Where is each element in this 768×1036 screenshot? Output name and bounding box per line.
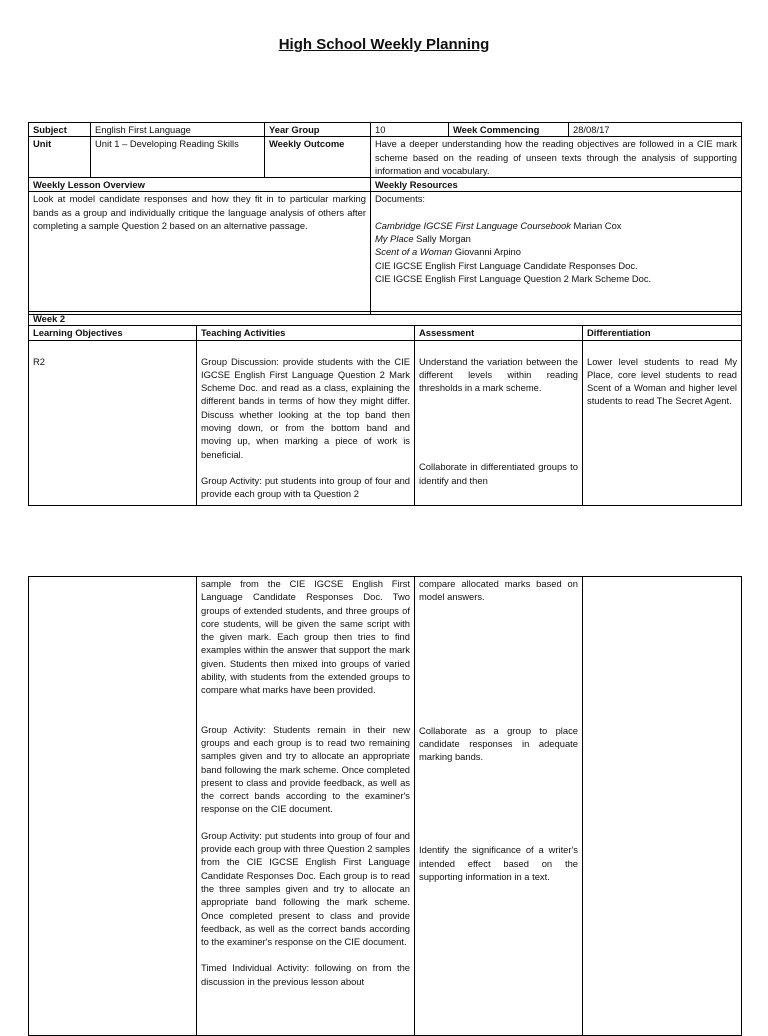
column-header-row [29,326,742,340]
week-commencing-value: 28/08/17 [569,123,742,137]
week-commencing-label: Week Commencing [449,123,569,137]
teaching-activities-cell [197,340,415,505]
assessment-cell [415,577,583,1036]
week-row [29,312,742,326]
assessment-item: Identify the significance of a writer's intended effect based on the supporting information in a text. [419,844,578,883]
resource-doc: CIE IGCSE English First Language Question 2 Mark Scheme Doc. [375,272,652,284]
header-assessment: Assessment [415,326,583,340]
teaching-activity: Group Activity: Students remain in their new groups and each group is to read two remaining samples given and try to allocate an appropriate band following the mark scheme. Once completed present to class and provide feedback, as well as the correct bands according to the examiner's response on the CIE document. [201,723,410,815]
overview-content-row [29,192,742,315]
resource-item [375,219,737,232]
header-differentiation: Differentiation [583,326,742,340]
overview-label: Weekly Lesson Overview [29,178,371,192]
unit-value: Unit 1 – Developing Reading Skills [91,137,265,178]
overview-header-row [29,178,742,192]
assessment-item: Understand the variation between the different levels within reading thresholds in a mark scheme. [419,355,578,394]
assessment-item: compare allocated marks based on model answers. [419,578,578,603]
year-group-label: Year Group [265,123,371,137]
teaching-activity: Group Discussion: provide students with the CIE IGCSE English First Language Question 2 Mark Scheme Doc. and read as a class, explaining the different bands in terms of how they might differ. Discuss whether looking at the top band then moving down, or from the bottom band and moving up, when marking a piece of work is beneficial. [201,355,410,460]
resource-item [375,232,737,245]
learning-objective-cell [29,577,197,1036]
resource-title: My Place [375,233,414,245]
resource-title: Scent of a Woman [375,246,453,258]
differentiation-cell: Lower level students to read My Place, core level students to read Scent of a Woman and higher level students to read The Secret Agent. [583,340,742,505]
header-learning-objectives: Learning Objectives [29,326,197,340]
teaching-activities-cell [197,577,415,1036]
resource-item [375,245,737,258]
page-title: High School Weekly Planning [278,36,490,53]
week-activities-continued-table [28,576,742,1036]
assessment-item: Collaborate in differentiated groups to identify and then [419,461,578,486]
week-activities-table [28,311,742,506]
header-teaching-activities: Teaching Activities [197,326,415,340]
resource-author: Giovanni Arpino [452,246,521,258]
resource-author: Sally Morgan [413,233,471,245]
unit-row [29,137,742,178]
documents-label: Documents: [375,193,426,205]
activity-row [29,340,742,505]
subject-value: English First Language [91,123,265,137]
differentiation-cell [583,577,742,1036]
learning-objective-code: R2 [29,340,197,505]
weekly-outcome-label: Weekly Outcome [265,137,371,178]
teaching-activity: Timed Individual Activity: following on from the discussion in the previous lesson about [201,962,410,987]
resource-title: Cambridge IGCSE First Language Coursebook [375,219,571,231]
teaching-activity: Group Activity: put students into group of four and provide each group with three Question 2 samples from the CIE IGCSE English First Language Candidate Responses Doc. Each group is to read the three samples given and try to allocate an appropriate band following the mark scheme. Once completed present to class and provide feedback, as well as the correct bands according to the examiner's response on the CIE document. [201,829,410,948]
assessment-cell [415,340,583,505]
resources-list [371,192,742,315]
subject-row [29,123,742,137]
year-group-value: 10 [371,123,449,137]
teaching-activity: Group Activity: put students into group of four and provide each group with ta Question 2 [201,474,410,500]
assessment-item: Collaborate as a group to place candidate responses in adequate marking bands. [419,724,578,763]
resources-label: Weekly Resources [371,178,742,192]
weekly-outcome-value: Have a deeper understanding how the reading objectives are followed in a CIE mark scheme based on the reading of unseen texts through the analysis of supporting information and vocabulary. [371,137,742,178]
unit-label: Unit [29,137,91,178]
subject-label: Subject [29,123,91,137]
week-label: Week 2 [29,312,742,326]
activity-row-continued [29,577,742,1036]
resource-doc: CIE IGCSE English First Language Candidate Responses Doc. [375,259,638,271]
overview-value: Look at model candidate responses and how they fit in to particular marking bands as a group and individually critique the language analysis of others after completing a sample Question 2 based on an alternative passage. [29,192,371,315]
teaching-activity: sample from the CIE IGCSE English First Language Candidate Responses Doc. Two groups of extended students, and three groups of core students, will be given the same script with the given mark. Each group then tries to find examples within the answer that support the mark given. Students then mixed into groups of varied ability, with students from the extended groups to compare what marks have been provided. [201,578,410,696]
planning-info-table [28,122,742,315]
resource-author: Marian Cox [570,219,622,231]
